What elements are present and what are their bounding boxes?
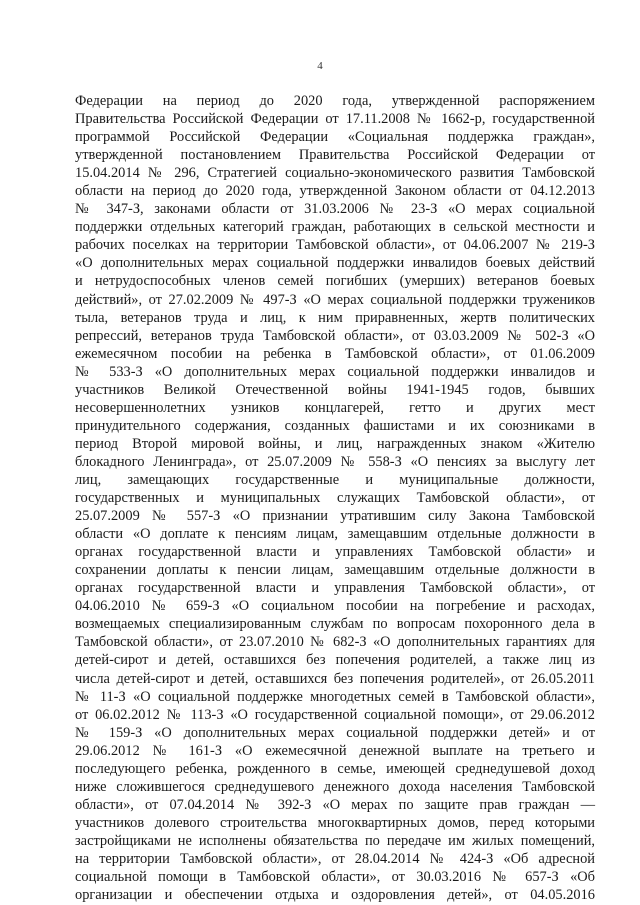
text-line: числа детей-сирот и детей, оставшихся без попечения родителей», от 26.05.2011 xyxy=(75,670,595,687)
text-line: Правительства Российской Федерации от 17.11.2008 № 1662-р, государственной xyxy=(75,111,595,128)
text-line: области», от 07.04.2014 № 392-З «О мерах по защите прав граждан — xyxy=(75,796,595,813)
body-text xyxy=(75,92,595,904)
text-line: застройщиками не исполнены обязательства по передаче им жилых помещений, xyxy=(75,832,595,849)
text-line: последующего ребенка, рожденного в семье, имеющей среднедушевой доход xyxy=(75,760,595,777)
text-line: № 347-З, законами области от 31.03.2006 № 23-З «О мерах социальной xyxy=(75,201,595,218)
text-line: возмещаемых специализированным службам по вопросам похоронного дела в xyxy=(75,616,595,633)
text-line: организации и обеспечении отдыха и оздоровления детей», от 04.05.2016 xyxy=(75,887,595,904)
text-line: лиц, замещающих государственные и муниципальные должности, xyxy=(75,471,595,488)
text-line: сохранении доплаты к пенсии лицам, замещавшим отдельные должности в xyxy=(75,562,595,579)
text-line: рабочих поселках на территории Тамбовской области», от 04.06.2007 № 219-З xyxy=(75,237,595,254)
text-line: социальной помощи в Тамбовской области», от 30.03.2016 № 657-З «Об xyxy=(75,869,595,886)
text-line: органах государственной власти и управлениях Тамбовской области» и xyxy=(75,544,595,561)
text-line: утвержденной постановлением Правительства Российской Федерации от xyxy=(75,147,595,164)
text-line: действий», от 27.02.2009 № 497-З «О мерах социальной поддержки тружеников xyxy=(75,291,595,308)
text-line: области на период до 2020 года, утвержденной Законом области от 04.12.2013 xyxy=(75,183,595,200)
text-line: 29.06.2012 № 161-З «О ежемесячной денежной выплате на третьего и xyxy=(75,742,595,759)
text-line: № 159-З «О дополнительных мерах социальной поддержки детей» и от xyxy=(75,724,595,741)
text-line: блокадного Ленинграда», от 25.07.2009 № 558-З «О пенсиях за выслугу лет xyxy=(75,453,595,470)
text-line: участников долевого строительства многоквартирных домов, перед которыми xyxy=(75,814,595,831)
text-line: принудительного содержания, созданных фашистами и их союзниками в xyxy=(75,417,595,434)
text-line: № 533-З «О дополнительных мерах социальной поддержки инвалидов и xyxy=(75,363,595,380)
text-line: несовершеннолетних узников концлагерей, гетто и других мест xyxy=(75,399,595,416)
text-line: от 06.02.2012 № 113-З «О государственной социальной помощи», от 29.06.2012 xyxy=(75,706,595,723)
text-line: поддержки отдельных категорий граждан, работающих в сельской местности и xyxy=(75,219,595,236)
text-line: 15.04.2014 № 296, Стратегией социально-экономического развития Тамбовской xyxy=(75,165,595,182)
text-line: 04.06.2010 № 659-З «О социальном пособии на погребение и расходах, xyxy=(75,598,595,615)
text-line: участников Великой Отечественной войны 1941-1945 годов, бывших xyxy=(75,381,595,398)
text-line: детей-сирот и детей, оставшихся без попечения родителей, а также лиц из xyxy=(75,652,595,669)
text-line: области «О доплате к пенсиям лицам, замещавшим отдельные должности в xyxy=(75,526,595,543)
text-line: государственных и муниципальных служащих Тамбовской области», от xyxy=(75,490,595,507)
text-line: № 11-З «О социальной поддержке многодетных семей в Тамбовской области», xyxy=(75,688,595,705)
text-line: и нетрудоспособных членов семей погибших (умерших) ветеранов боевых xyxy=(75,273,595,290)
text-line: тыла, ветеранов труда и лиц, к ним приравненных, жертв политических xyxy=(75,309,595,326)
text-line: 25.07.2009 № 557-З «О признании утратившим силу Закона Тамбовской xyxy=(75,508,595,525)
text-line: период Второй мировой войны, и лиц, награжденных знаком «Жителю xyxy=(75,435,595,452)
text-line: ежемесячном пособии на ребенка в Тамбовской области», от 01.06.2009 xyxy=(75,345,595,362)
text-line: репрессий, ветеранов труда Тамбовской области», от 03.03.2009 № 502-З «О xyxy=(75,327,595,344)
text-line: органах государственной власти и управления Тамбовской области», от xyxy=(75,580,595,597)
text-line: программой Российской Федерации «Социальная поддержка граждан», xyxy=(75,129,595,146)
text-line: ниже сложившегося среднедушевого денежного дохода населения Тамбовской xyxy=(75,778,595,795)
page-number: 4 xyxy=(317,60,323,72)
text-line: «О дополнительных мерах социальной поддержки инвалидов боевых действий xyxy=(75,255,595,272)
text-line: Тамбовской области», от 23.07.2010 № 682-З «О дополнительных гарантиях для xyxy=(75,634,595,651)
text-line: Федерации на период до 2020 года, утвержденной распоряжением xyxy=(75,93,595,109)
text-line: на территории Тамбовской области», от 28.04.2014 № 424-З «Об адресной xyxy=(75,850,595,867)
